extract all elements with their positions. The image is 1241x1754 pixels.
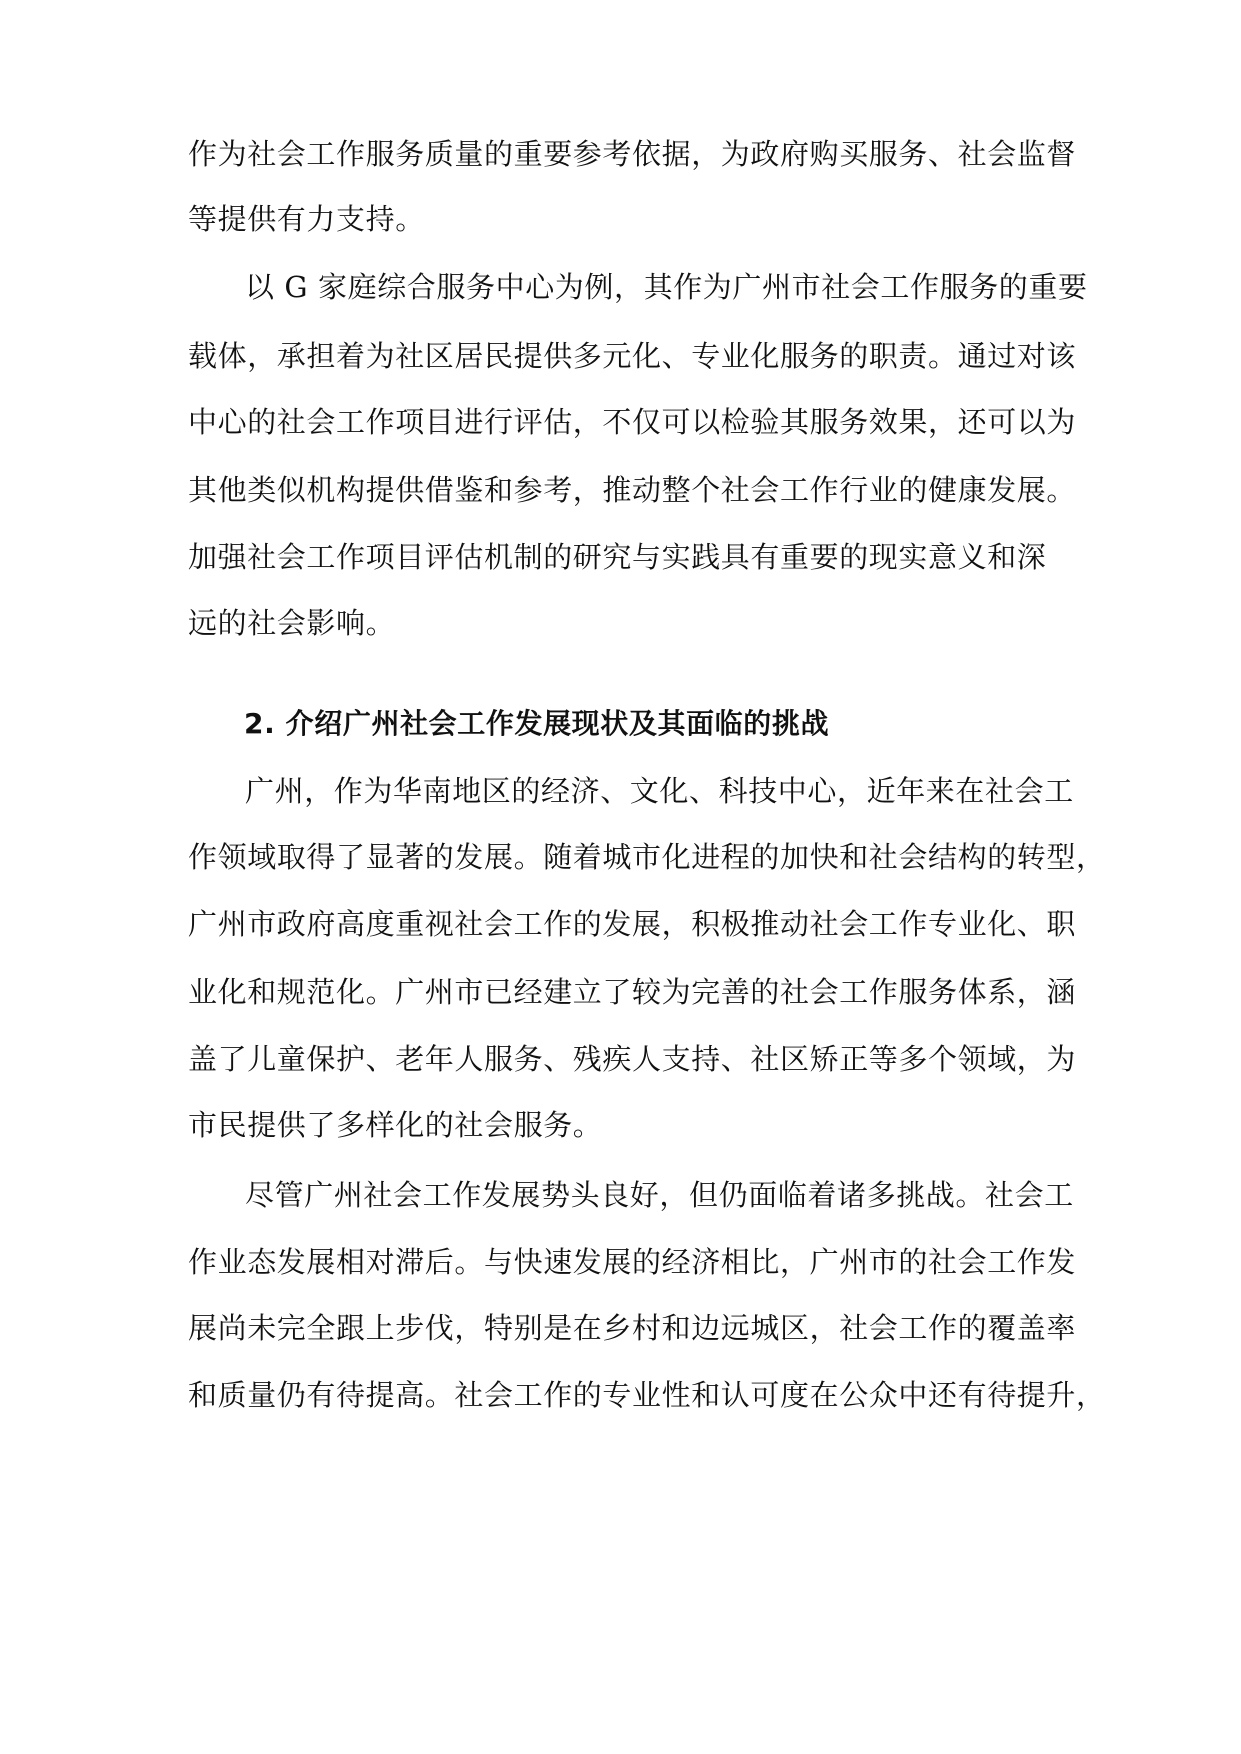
paragraph-line: 业化和规范化。广州市已经建立了较为完善的社会工作服务体系，涵 xyxy=(188,975,1077,1009)
paragraph-line: 载体，承担着为社区居民提供多元化、专业化服务的职责。通过对该 xyxy=(188,339,1077,373)
paragraph-line: 作领域取得了显著的发展。随着城市化进程的加快和社会结构的转型， xyxy=(188,840,1106,874)
paragraph-line: 以 G 家庭综合服务中心为例，其作为广州市社会工作服务的重要 xyxy=(245,270,1088,304)
paragraph-line: 作业态发展相对滞后。与快速发展的经济相比，广州市的社会工作发 xyxy=(188,1245,1077,1279)
paragraph-line: 远的社会影响。 xyxy=(188,606,396,640)
section-heading: 2. 介绍广州社会工作发展现状及其面临的挑战 xyxy=(244,707,830,740)
paragraph-line: 市民提供了多样化的社会服务。 xyxy=(188,1108,603,1142)
paragraph-line: 作为社会工作服务质量的重要参考依据，为政府购买服务、社会监督 xyxy=(188,137,1077,171)
paragraph-line: 其他类似机构提供借鉴和参考，推动整个社会工作行业的健康发展。 xyxy=(188,473,1077,507)
paragraph-line: 广州市政府高度重视社会工作的发展，积极推动社会工作专业化、职 xyxy=(188,907,1077,941)
paragraph-line: 展尚未完全跟上步伐，特别是在乡村和边远城区，社会工作的覆盖率 xyxy=(188,1311,1077,1345)
paragraph-line: 中心的社会工作项目进行评估，不仅可以检验其服务效果，还可以为 xyxy=(188,405,1077,439)
paragraph-line: 尽管广州社会工作发展势头良好，但仍面临着诸多挑战。社会工 xyxy=(245,1178,1074,1212)
paragraph-line: 和质量仍有待提高。社会工作的专业性和认可度在公众中还有待提升， xyxy=(188,1378,1106,1412)
paragraph-line: 等提供有力支持。 xyxy=(188,202,425,236)
paragraph-line: 广州，作为华南地区的经济、文化、科技中心，近年来在社会工 xyxy=(245,774,1074,808)
paragraph-line: 盖了儿童保护、老年人服务、残疾人支持、社区矫正等多个领域，为 xyxy=(188,1042,1077,1076)
paragraph-line: 加强社会工作项目评估机制的研究与实践具有重要的现实意义和深 xyxy=(188,540,1047,574)
